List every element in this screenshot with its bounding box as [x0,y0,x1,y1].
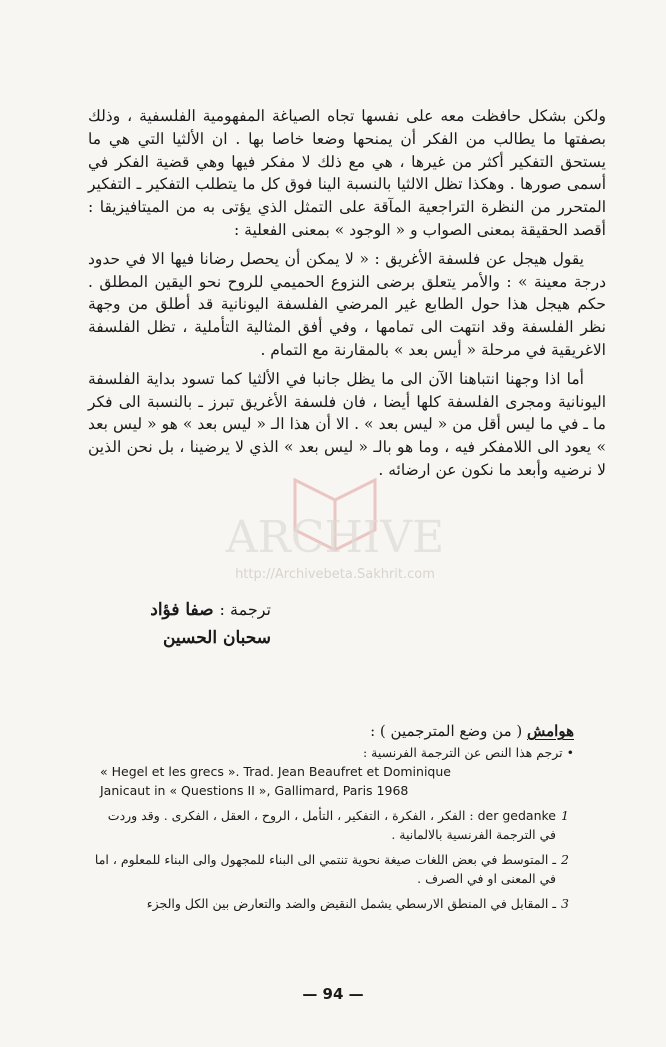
paragraph-3: أما اذا وجهنا انتباهنا الآن الى ما يظل جانبا في الألثيا كما تسود بداية الفلسفة اليونانية ومجرى الفلسفة كلها أيضا ، فان فلسفة الأغريق تبرز ـ بالنسبة الى فكر ما ـ في ما ليس أقل من « ليس بعد » . الا أن هذا الـ « ليس بعد » هو « ليس بعد » يعود الى اللامفكر فيه ، وما هو بالـ « ليس بعد » الذي لا يرضينا ، بل نحن الذين لا نرضيه وأبعد ما نكون عن ارضائه . [88,369,606,479]
translator-name-2: سحبان الحسين [162,628,271,648]
page-number: — 94 — [302,985,364,1003]
translator-line-1 [150,596,271,624]
archive-logo-icon [295,480,375,550]
footnote-3 [90,894,574,913]
translator-line-2 [150,624,271,652]
attribution [150,596,271,652]
main-text [88,105,606,488]
footnote-2 [90,850,574,888]
watermark-title: ARCHIVE [225,512,445,563]
footnote-text: : الفكر ، الفكرة ، التفكير ، التأمل ، الروح ، العقل ، الفكرى . وقد وردت في الترجمة الفرنسية بالالمانية . [107,808,556,842]
footnote-text: ـ المتوسط في بعض اللغات صيغة نحوية تنتمي الى البناء للمجهول والى البناء للمعلوم ، اما في المعنى او في الصرف . [94,852,556,886]
footnote-number: 3 [561,896,569,911]
footnote-1 [90,806,574,844]
footnote-number: 1 [561,808,569,823]
translator-name-1: صفا فؤاد [150,600,214,620]
paragraph-1: ولكن بشكل حافظت معه على نفسها تجاه الصياغة المفهومية الفلسفية ، وذلك بصفتها ما يطالب من الفكر أن يمنحها وضعا خاصا بها . ان الألثيا التي هي ما يستحق التفكير أكثر من غيرها ، هي مع ذلك لا مفكر فيها وهي قضية الفكر في أسمى صورها . وهكذا تظل الالثيا بالنسبة الينا فوق كل ما يتطلب التفكير ـ التفكير المتحرر من النظرة التراجعية المآقة على التمثل الذي يؤتى به من الميتافيزيقا : أقصد الحقيقة بمعنى الصواب و « الوجود » بمعنى الفعلية : [88,107,606,239]
source-note-french-1: « Hegel et les grecs ». Trad. Jean Beaufret et Dominique [100,764,451,779]
footnotes-title-bold: هوامش [527,722,574,740]
footnotes [90,722,574,913]
watermark-url: http://Archivebeta.Sakhrit.com [235,567,435,582]
footnote-text: ـ المقابل في المنطق الارسطي يشمل النقيض والضد والتعارض بين الكل والجزء [146,896,556,911]
source-note-arabic: • ترجم هذا النص عن الترجمة الفرنسية : [363,745,574,760]
archive-watermark [185,470,485,590]
footnotes-title [90,722,574,741]
footnotes-title-rest: ( من وضع المترجمين ) : [370,722,527,740]
translation-label: ترجمة : [219,600,271,619]
footnote-number: 2 [561,852,569,867]
paragraph-2: يقول هيجل عن فلسفة الأغريق : « لا يمكن أن يحصل رضانا فيها الا في حدود درجة معينة » : والأمر يتعلق برضى النزوع الحميمي للروح نحو اليقين المطلق . حكم هيجل هذا حول الطابع غير المرضي الفلسفة اليونانية قد أطلق من وجهة نظر الفلسفة وقد انتهت الى تمامها ، وفي أفق المثالية التأملية ، تظل الفلسفة الاغريقية في مرحلة « أيس بعد » بالمقارنة مع التمام . [88,249,606,359]
footnote-german-term: der gedanke [477,808,556,823]
source-note-french-2: Janicaut in « Questions II », Gallimard, Paris 1968 [100,783,409,798]
